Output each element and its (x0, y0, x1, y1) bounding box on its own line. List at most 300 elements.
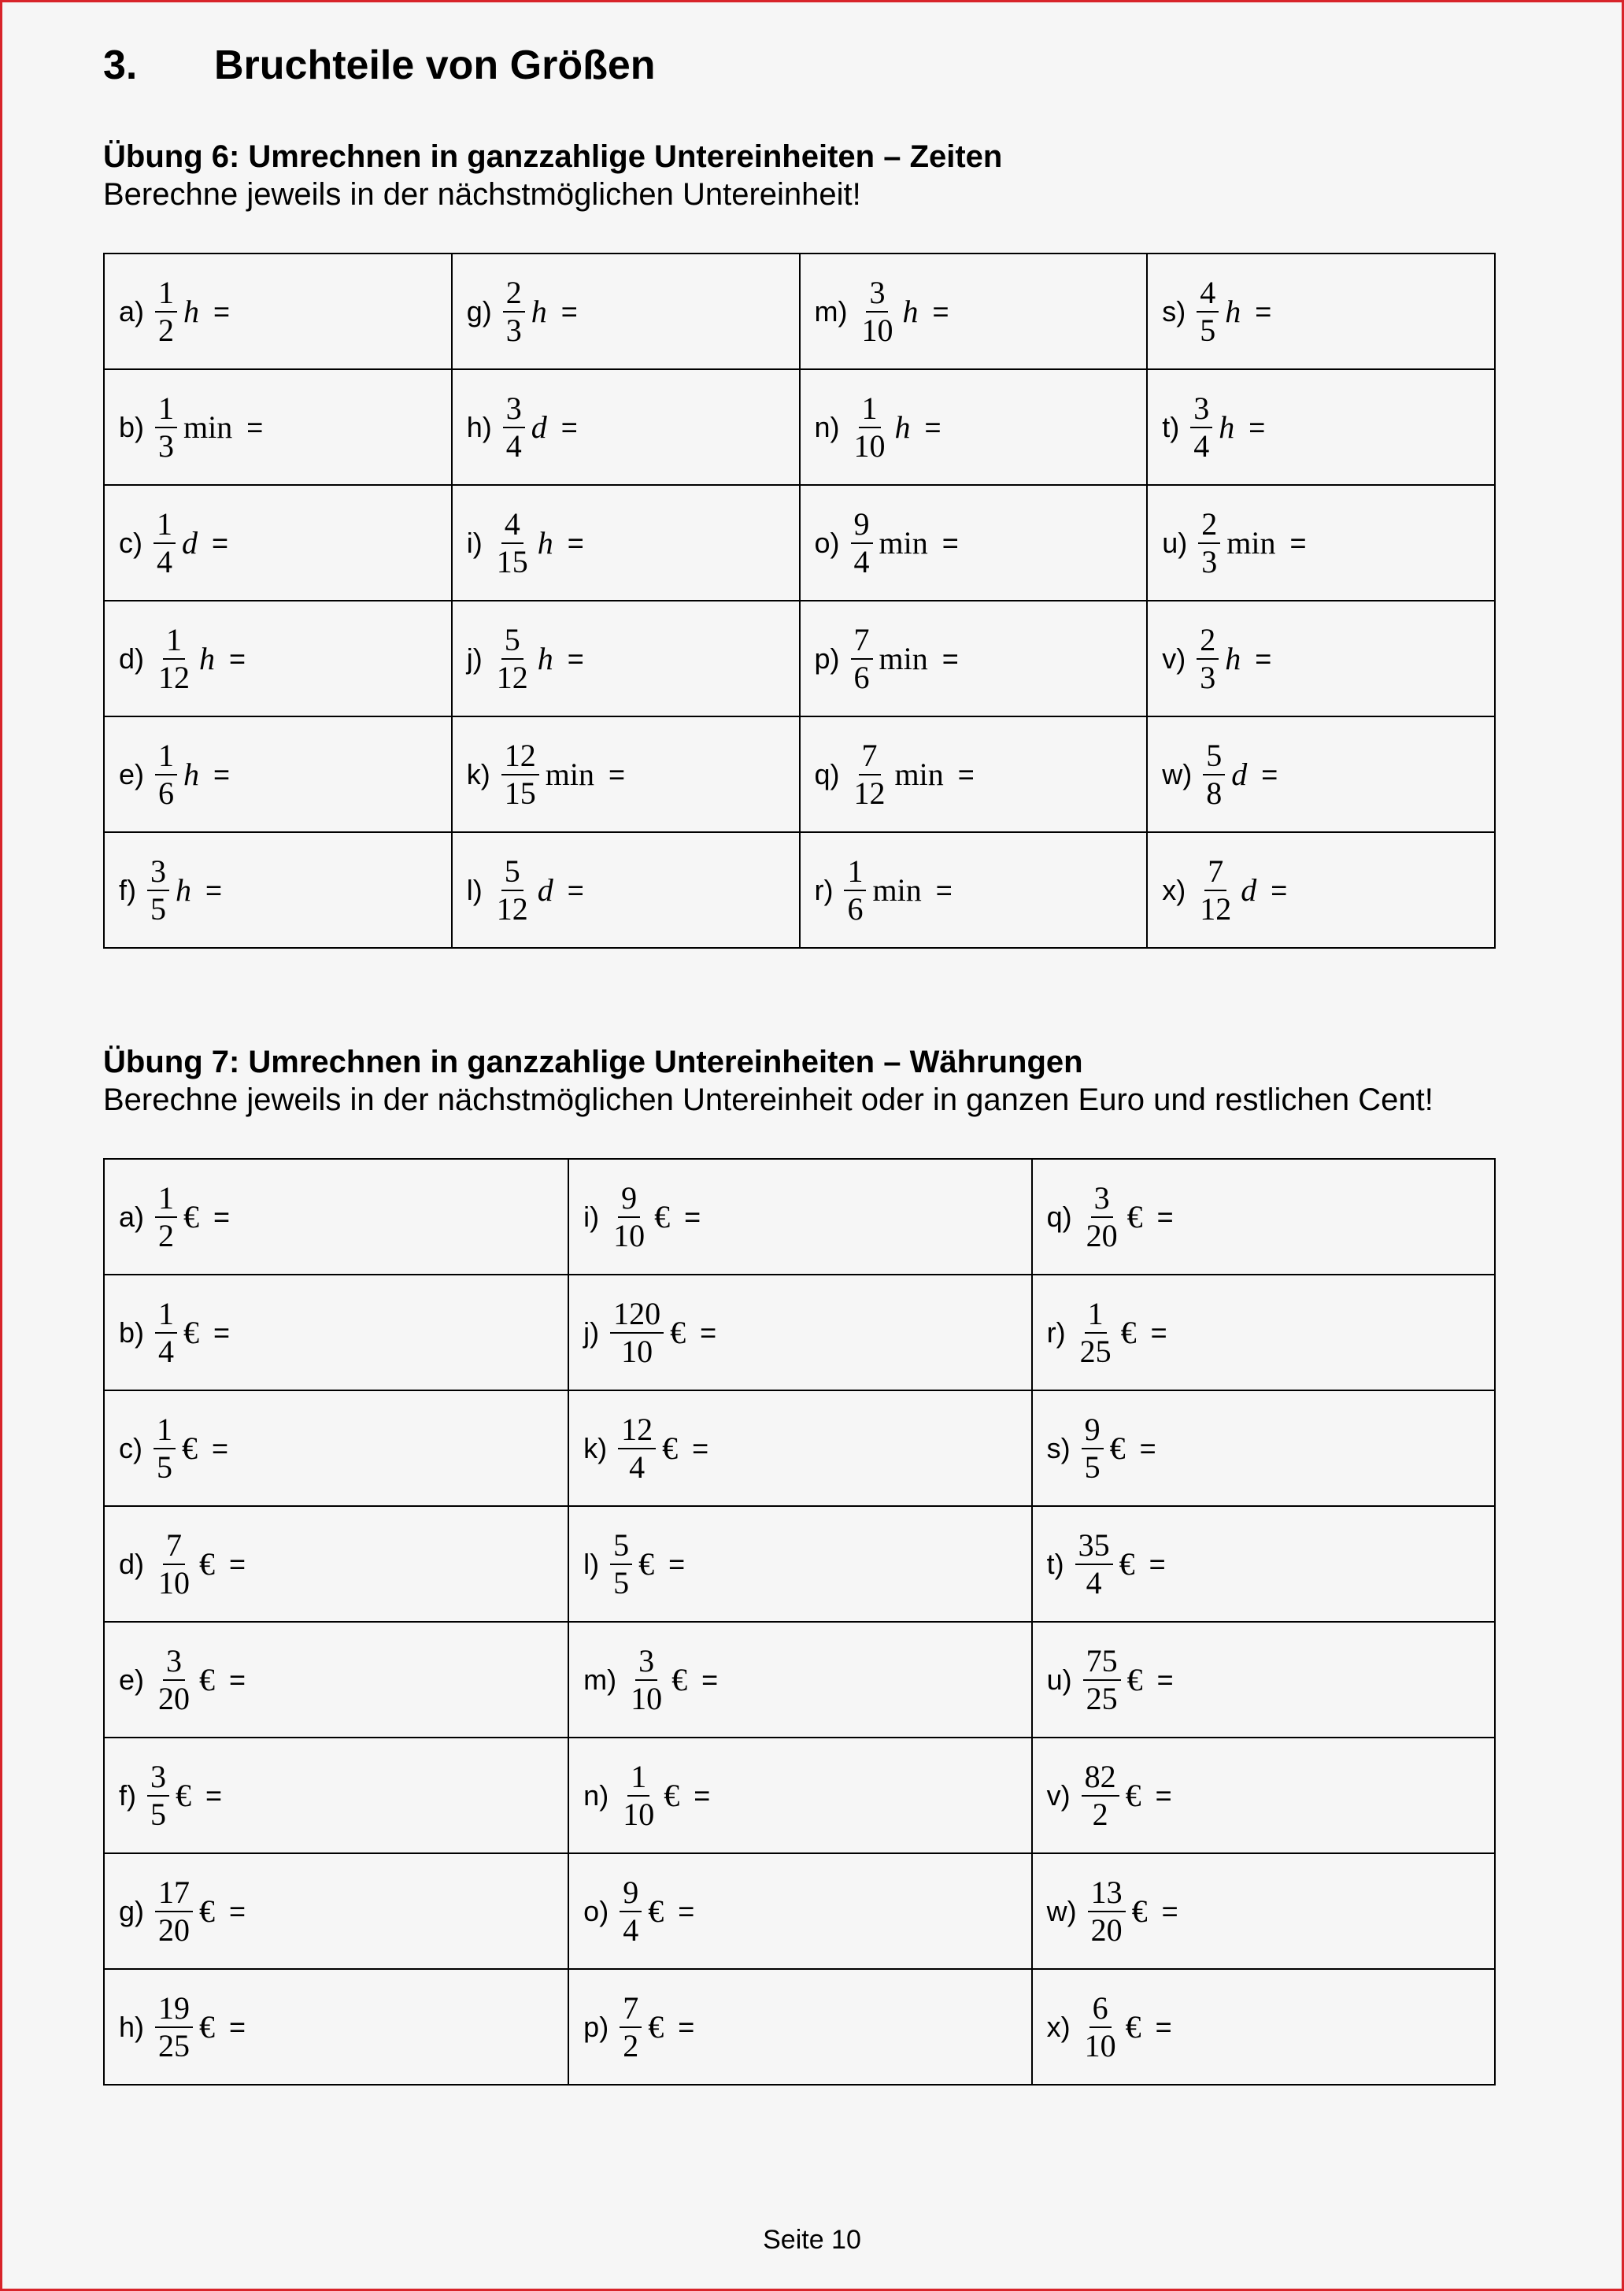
task-cell (1147, 716, 1495, 832)
task-content (1162, 833, 1287, 947)
task-cell (1032, 1390, 1495, 1506)
task-label: s) (1162, 294, 1186, 328)
task-content (583, 1854, 694, 1968)
fraction-numerator: 3 (1091, 1183, 1113, 1218)
unit-symbol: € (1126, 1199, 1143, 1234)
fraction (501, 737, 539, 811)
unit-symbol: min (1226, 525, 1276, 561)
task-content (467, 486, 584, 600)
equals-sign: = (1155, 1778, 1172, 1812)
task-cell (104, 1853, 568, 1969)
task-content (1162, 601, 1271, 716)
fraction-numerator: 12 (501, 740, 539, 775)
task-label: i) (466, 526, 483, 559)
equals-sign: = (1261, 757, 1278, 790)
task-cell (1032, 1738, 1495, 1853)
unit-symbol: € (183, 1199, 200, 1234)
task-cell (1147, 485, 1495, 601)
task-content (119, 370, 263, 484)
exercise7-title: Übung 7: Umrechnen in ganzzahlige Untereinheiten – Währungen (103, 1045, 1083, 1079)
unit-symbol: h (537, 525, 553, 561)
task-label: d) (119, 1547, 145, 1580)
fraction-numerator: 19 (155, 1993, 193, 2028)
task-label: v) (1046, 1778, 1071, 1812)
equals-sign: = (229, 2010, 246, 2043)
task-label: l) (583, 1547, 600, 1580)
task-label: o) (814, 526, 840, 559)
fraction-numerator: 1 (627, 1761, 649, 1797)
task-content (583, 1738, 710, 1852)
task-content (119, 1738, 222, 1852)
fraction-denominator: 4 (853, 543, 870, 579)
fraction-numerator: 1 (155, 1298, 177, 1334)
exercise6-instruction: Berechne jeweils in der nächstmöglichen Untereinheit! (103, 177, 861, 212)
task-label: m) (583, 1663, 617, 1696)
fraction (1075, 1527, 1113, 1601)
task-label: n) (583, 1778, 609, 1812)
fraction-denominator: 10 (631, 1680, 663, 1716)
equals-sign: = (246, 410, 264, 443)
fraction (1190, 390, 1212, 464)
fraction-numerator: 1 (154, 509, 176, 544)
task-content (467, 717, 625, 831)
task-cell (568, 1622, 1031, 1738)
task-label: a) (119, 294, 145, 328)
fraction-numerator: 3 (1190, 393, 1212, 428)
fraction-denominator: 5 (613, 1564, 630, 1601)
equals-sign: = (1156, 1200, 1174, 1233)
fraction (1082, 1411, 1104, 1485)
equals-sign: = (1271, 873, 1288, 906)
fraction-numerator: 3 (503, 393, 525, 428)
equals-sign: = (1156, 1663, 1174, 1696)
exercise7-instruction: Berechne jeweils in der nächstmöglichen Untereinheit oder in ganzen Euro und restlichen Cent! (103, 1083, 1433, 1117)
fraction-denominator: 3 (505, 312, 522, 348)
equals-sign: = (932, 294, 949, 328)
equals-sign: = (567, 642, 584, 675)
equals-sign: = (1155, 2010, 1172, 2043)
exercise6-table-body (104, 254, 1495, 948)
fraction-numerator: 2 (503, 277, 525, 313)
unit-symbol: € (199, 1662, 216, 1697)
section-number: 3. (103, 43, 138, 88)
task-label: k) (583, 1431, 608, 1464)
task-label: s) (1046, 1431, 1071, 1464)
fraction (155, 274, 177, 348)
table-row (104, 1622, 1495, 1738)
fraction-numerator: 82 (1082, 1761, 1119, 1797)
task-cell (800, 369, 1148, 485)
fraction-numerator: 1 (155, 393, 177, 428)
task-label: m) (814, 294, 848, 328)
unit-symbol: € (648, 2009, 664, 2045)
unit-symbol: min (879, 525, 928, 561)
task-cell (104, 254, 452, 369)
task-label: n) (814, 410, 840, 443)
task-label: t) (1046, 1547, 1064, 1580)
task-label: g) (119, 1894, 145, 1927)
fraction (155, 1295, 177, 1369)
fraction (503, 274, 525, 348)
fraction (1083, 1179, 1121, 1253)
task-label: g) (466, 294, 492, 328)
task-cell (452, 832, 800, 948)
fraction (610, 1295, 664, 1369)
equals-sign: = (213, 294, 231, 328)
fraction-numerator: 1 (163, 624, 185, 660)
fraction-denominator: 5 (150, 1796, 166, 1832)
fraction-denominator: 12 (496, 890, 528, 927)
fraction-denominator: 8 (1206, 775, 1223, 811)
page-number: Seite 10 (763, 2225, 861, 2255)
task-content (119, 601, 246, 716)
fraction-numerator: 120 (610, 1298, 664, 1334)
fraction (627, 1642, 665, 1716)
task-label: x) (1162, 873, 1186, 906)
fraction-numerator: 6 (1089, 1993, 1112, 2028)
task-cell (1032, 1622, 1495, 1738)
unit-symbol: € (183, 1315, 200, 1350)
task-label: c) (119, 526, 142, 559)
fraction-numerator: 1 (155, 277, 177, 313)
fraction (858, 274, 896, 348)
task-label: k) (466, 757, 490, 790)
equals-sign: = (935, 873, 953, 906)
fraction (1197, 621, 1219, 695)
equals-sign: = (1150, 1316, 1167, 1349)
task-label: w) (1046, 1894, 1077, 1927)
table-row (104, 1390, 1495, 1506)
task-label: h) (466, 410, 492, 443)
unit-symbol: min (183, 409, 233, 445)
fraction-denominator: 20 (158, 1912, 191, 1948)
task-cell (568, 1275, 1031, 1390)
fraction-denominator: 25 (1079, 1333, 1112, 1369)
fraction-denominator: 6 (853, 659, 870, 695)
task-label: l) (466, 873, 483, 906)
equals-sign: = (205, 1778, 223, 1812)
task-content (1047, 1160, 1174, 1274)
equals-sign: = (1289, 526, 1307, 559)
unit-symbol: min (872, 872, 922, 908)
task-label: q) (1046, 1200, 1072, 1233)
task-label: e) (119, 1663, 145, 1696)
fraction (1197, 853, 1234, 927)
task-label: u) (1162, 526, 1188, 559)
equals-sign: = (957, 757, 975, 790)
equals-sign: = (678, 2010, 695, 2043)
task-content (119, 1160, 230, 1274)
task-label: j) (583, 1316, 600, 1349)
section-heading (103, 38, 656, 93)
fraction-numerator: 9 (1082, 1414, 1104, 1449)
fraction-denominator: 20 (1090, 1912, 1123, 1948)
unit-symbol: € (182, 1430, 198, 1466)
task-content (119, 254, 230, 368)
equals-sign: = (1255, 642, 1272, 675)
task-cell (104, 716, 452, 832)
unit-symbol: € (664, 1778, 680, 1813)
fraction (155, 1179, 177, 1253)
task-content (1162, 486, 1306, 600)
fraction-denominator: 2 (1092, 1796, 1108, 1832)
fraction (1197, 274, 1219, 348)
task-cell (800, 716, 1148, 832)
task-cell (568, 1390, 1031, 1506)
fraction-numerator: 3 (147, 856, 169, 891)
task-cell (800, 485, 1148, 601)
equals-sign: = (560, 410, 578, 443)
task-content (1047, 1854, 1178, 1968)
task-content (1047, 1391, 1156, 1505)
task-cell (452, 369, 800, 485)
task-content (583, 1507, 685, 1621)
unit-symbol: h (902, 294, 919, 329)
fraction (1203, 737, 1225, 811)
equals-sign: = (941, 526, 959, 559)
fraction-numerator: 2 (1198, 509, 1220, 544)
table-row (104, 1969, 1495, 2085)
fraction-numerator: 9 (618, 1183, 640, 1218)
unit-symbol: € (1120, 1315, 1137, 1350)
unit-symbol: € (199, 2009, 216, 2045)
fraction-numerator: 1 (844, 856, 866, 891)
equals-sign: = (1249, 410, 1266, 443)
table-row (104, 1275, 1495, 1390)
equals-sign: = (1161, 1894, 1178, 1927)
task-cell (104, 1159, 568, 1275)
fraction (494, 505, 531, 579)
equals-sign: = (1149, 1547, 1166, 1580)
task-content (815, 254, 949, 368)
task-label: d) (119, 642, 145, 675)
task-label: r) (814, 873, 834, 906)
fraction-denominator: 6 (158, 775, 175, 811)
fraction-denominator: 2 (158, 312, 175, 348)
unit-symbol: h (199, 641, 216, 676)
unit-symbol: € (1109, 1430, 1126, 1466)
task-cell (1147, 254, 1495, 369)
task-cell (568, 1159, 1031, 1275)
task-cell (568, 1853, 1031, 1969)
task-content (1047, 1507, 1166, 1621)
task-content (583, 1970, 694, 2084)
task-cell (452, 601, 800, 716)
task-cell (568, 1506, 1031, 1622)
fraction-numerator: 9 (851, 509, 873, 544)
unit-symbol: € (1126, 1662, 1143, 1697)
fraction (851, 390, 889, 464)
task-label: w) (1162, 757, 1193, 790)
task-label: t) (1162, 410, 1180, 443)
task-content (119, 833, 222, 947)
fraction-numerator: 12 (618, 1414, 656, 1449)
task-cell (104, 1969, 568, 2085)
fraction (147, 1758, 169, 1832)
fraction (494, 621, 531, 695)
task-cell (104, 1738, 568, 1853)
task-content (467, 254, 578, 368)
task-content (119, 1854, 246, 1968)
task-cell (104, 485, 452, 601)
task-label: a) (119, 1200, 145, 1233)
fraction-denominator: 3 (1201, 543, 1218, 579)
task-content (583, 1623, 718, 1737)
fraction (155, 621, 193, 695)
equals-sign: = (701, 1663, 719, 1696)
task-content (1047, 1738, 1172, 1852)
unit-symbol: h (1225, 294, 1241, 329)
fraction (155, 1642, 193, 1716)
equals-sign: = (941, 642, 959, 675)
task-content (119, 1391, 228, 1505)
unit-symbol: min (545, 757, 594, 792)
table-row (104, 1738, 1495, 1853)
task-content (119, 1507, 246, 1621)
fraction-numerator: 5 (501, 624, 523, 660)
fraction-denominator: 10 (158, 1564, 191, 1601)
unit-symbol: d (182, 525, 198, 561)
fraction-denominator: 10 (1084, 2027, 1116, 2063)
task-cell (1032, 1853, 1495, 1969)
equals-sign: = (668, 1547, 686, 1580)
task-cell (104, 1506, 568, 1622)
task-cell (800, 832, 1148, 948)
table-row (104, 485, 1495, 601)
fraction (620, 1758, 657, 1832)
task-label: h) (119, 2010, 145, 2043)
unit-symbol: € (638, 1546, 655, 1582)
task-cell (1147, 369, 1495, 485)
fraction-numerator: 75 (1083, 1645, 1121, 1681)
equals-sign: = (1255, 294, 1272, 328)
fraction-numerator: 5 (610, 1530, 632, 1565)
fraction (155, 390, 177, 464)
unit-symbol: € (1125, 1778, 1141, 1813)
equals-sign: = (560, 294, 578, 328)
unit-symbol: € (176, 1778, 191, 1813)
task-cell (800, 254, 1148, 369)
task-cell (1032, 1969, 1495, 2085)
table-row (104, 369, 1495, 485)
equals-sign: = (608, 757, 626, 790)
task-label: b) (119, 1316, 145, 1349)
fraction-denominator: 5 (1084, 1449, 1101, 1485)
fraction-denominator: 4 (158, 1333, 175, 1369)
exercise7-table-body (104, 1159, 1495, 2085)
fraction-denominator: 20 (158, 1680, 191, 1716)
fraction-denominator: 5 (1200, 312, 1216, 348)
table-row (104, 1506, 1495, 1622)
fraction (618, 1411, 656, 1485)
equals-sign: = (212, 1431, 229, 1464)
fraction-denominator: 4 (505, 427, 522, 464)
fraction-denominator: 15 (504, 775, 536, 811)
task-content (467, 370, 578, 484)
fraction (620, 1874, 642, 1948)
task-label: u) (1046, 1663, 1072, 1696)
fraction-numerator: 3 (147, 1761, 169, 1797)
unit-symbol: min (879, 641, 928, 676)
task-content (1047, 1275, 1167, 1390)
fraction-numerator: 1 (155, 740, 177, 775)
task-content (1162, 717, 1278, 831)
task-cell (1032, 1159, 1495, 1275)
equals-sign: = (213, 1200, 231, 1233)
fraction-numerator: 7 (1204, 856, 1226, 891)
task-cell (104, 601, 452, 716)
task-label: c) (119, 1431, 142, 1464)
fraction (1088, 1874, 1126, 1948)
equals-sign: = (212, 526, 229, 559)
fraction-numerator: 4 (1197, 277, 1219, 313)
unit-symbol: h (894, 409, 911, 445)
fraction-numerator: 7 (163, 1530, 185, 1565)
table-row (104, 832, 1495, 948)
task-label: j) (466, 642, 483, 675)
fraction-denominator: 10 (861, 312, 893, 348)
task-label: f) (119, 873, 136, 906)
fraction-numerator: 3 (866, 277, 888, 313)
unit-symbol: € (1119, 1546, 1135, 1582)
unit-symbol: € (199, 1893, 216, 1929)
exercise7-table (103, 1158, 1496, 2086)
fraction (503, 390, 525, 464)
task-cell (568, 1969, 1031, 2085)
task-content (1047, 1623, 1174, 1737)
task-content (815, 370, 941, 484)
table-row (104, 716, 1495, 832)
unit-symbol: € (1131, 1893, 1148, 1929)
unit-symbol: € (199, 1546, 216, 1582)
fraction-denominator: 4 (623, 1912, 639, 1948)
section-title: Bruchteile von Größen (214, 43, 656, 88)
unit-symbol: d (537, 872, 553, 908)
equals-sign: = (694, 1778, 711, 1812)
task-label: q) (814, 757, 840, 790)
equals-sign: = (692, 1431, 709, 1464)
fraction-denominator: 2 (158, 1217, 175, 1253)
fraction-denominator: 4 (1193, 427, 1210, 464)
fraction (851, 505, 873, 579)
task-label: p) (814, 642, 840, 675)
equals-sign: = (1139, 1431, 1156, 1464)
task-cell (104, 1390, 568, 1506)
task-label: r) (1046, 1316, 1066, 1349)
table-row (104, 254, 1495, 369)
task-label: f) (119, 1778, 136, 1812)
table-row (104, 1853, 1495, 1969)
fraction-numerator: 1 (1085, 1298, 1107, 1334)
fraction-denominator: 10 (613, 1217, 646, 1253)
unit-symbol: h (531, 294, 547, 329)
fraction (155, 737, 177, 811)
task-cell (1147, 601, 1495, 716)
equals-sign: = (229, 1894, 246, 1927)
task-cell (104, 369, 452, 485)
fraction (1082, 1758, 1119, 1832)
equals-sign: = (567, 526, 584, 559)
fraction-denominator: 12 (496, 659, 528, 695)
task-content (1162, 370, 1265, 484)
task-content (467, 833, 584, 947)
equals-sign: = (229, 642, 246, 675)
fraction (1077, 1295, 1115, 1369)
fraction-numerator: 2 (1197, 624, 1219, 660)
fraction-numerator: 5 (1203, 740, 1225, 775)
fraction-numerator: 17 (155, 1877, 193, 1912)
task-label: x) (1046, 2010, 1071, 2043)
